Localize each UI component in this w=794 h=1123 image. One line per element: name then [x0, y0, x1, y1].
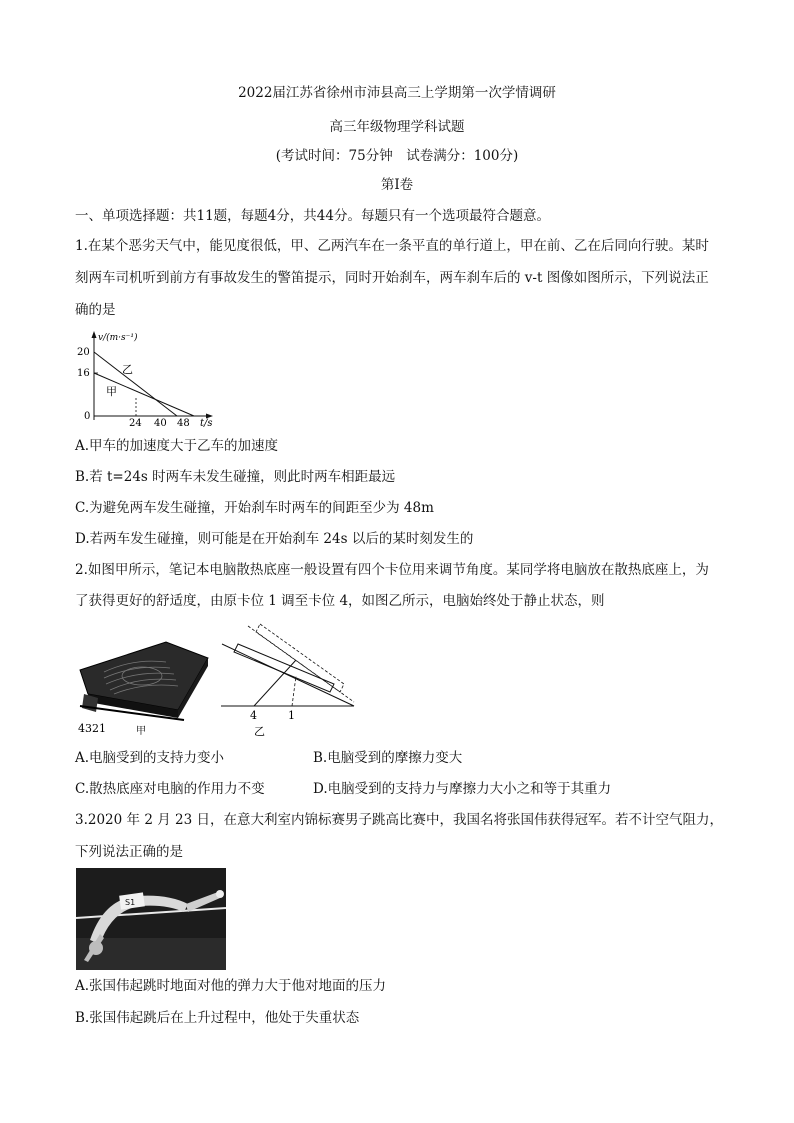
yi-laptop-solid [234, 644, 334, 692]
q1-ytick-20: 20 [77, 347, 90, 358]
q1-line-yi [94, 352, 177, 416]
q2-option-b: B.电脑受到的摩擦力变大 [313, 750, 463, 766]
figure-yi-caption: 乙 [254, 725, 265, 738]
q1-xtick-24: 24 [129, 418, 142, 428]
q1-xlabel: t/s [200, 418, 213, 428]
q2-stem-line-2: 了获得更好的舒适度，由原卡位 1 调至卡位 4，如图乙所示，电脑始终处于静止状态，则 [75, 593, 605, 609]
q1-vt-graph [74, 328, 224, 428]
q1-label-jia: 甲 [106, 385, 117, 398]
q2-stem-line-1: 2.如图甲所示，笔记本电脑散热底座一般设置有四个卡位用来调节角度。某同学将电脑放在散热底座上，为 [75, 562, 709, 578]
q3-option-b: B.张国伟起跳后在上升过程中，他处于失重状态 [75, 1010, 360, 1026]
q2-option-c: C.散热底座对电脑的作用力不变 [75, 781, 265, 797]
q1-option-a: A.甲车的加速度大于乙车的加速度 [75, 438, 279, 454]
slot-numbers: 4321 [78, 722, 106, 735]
q1-xtick-40: 40 [154, 418, 167, 428]
yi-slot-1-label: 1 [288, 709, 295, 722]
q1-stem-line-3: 确的是 [75, 302, 116, 318]
yi-support-4 [254, 660, 296, 706]
q2-option-a: A.电脑受到的支持力变小 [75, 750, 225, 766]
figure-jia-caption: 甲 [136, 726, 146, 737]
yi-laptop-dashed [256, 624, 344, 692]
q1-option-b: B.若 t=24s 时两车未发生碰撞，则此时两车相距最远 [75, 469, 396, 485]
q2-figure-jia [74, 628, 214, 740]
section-heading: 一、单项选择题：共11题，每题4分，共44分。每题只有一个选项最符合题意。 [75, 208, 550, 224]
q1-ytick-16: 16 [77, 368, 90, 379]
exam-subtitle: 高三年级物理学科试题 [329, 119, 465, 135]
q1-label-yi: 乙 [122, 363, 133, 376]
q1-option-c: C.为避免两车发生碰撞，开始刹车时两车的间距至少为 48m [75, 500, 434, 516]
yi-slot-4-label: 4 [250, 709, 257, 722]
q2-figure-yi [216, 622, 361, 740]
volume-label: 第Ⅰ卷 [380, 177, 414, 193]
athlete-shoe [216, 890, 224, 898]
q1-y-axis-arrow [92, 331, 97, 338]
q3-option-a: A.张国伟起跳时地面对他的弹力大于他对地面的压力 [75, 978, 387, 994]
exam-info: (考试时间：75分钟 试卷满分：100分) [275, 148, 519, 164]
q3-stem-line-2: 下列说法正确的是 [75, 844, 183, 860]
q1-stem-line-1: 1.在某个恶劣天气中，能见度很低，甲、乙两汽车在一条平直的单行道上，甲在前、乙在后同向行驶。某时 [75, 238, 709, 254]
q1-origin: 0 [84, 411, 91, 422]
q1-xtick-48: 48 [177, 418, 190, 428]
yi-support-1 [292, 676, 296, 706]
q2-option-d: D.电脑受到的支持力与摩擦力大小之和等于其重力 [313, 781, 612, 797]
q3-high-jump-photo [76, 868, 226, 970]
exam-title: 2022届江苏省徐州市沛县高三上学期第一次学情调研 [238, 85, 556, 101]
q3-stem-line-1: 3.2020 年 2 月 23 日，在意大利室内锦标赛男子跳高比赛中，我国名将张国伟获得冠军。若不计空气阻力， [75, 812, 723, 828]
q1-ylabel: v/(m·s⁻¹) [98, 333, 138, 343]
athlete-bib-text: S1 [125, 898, 136, 907]
q1-stem-line-2: 刻两车司机听到前方有事故发生的警笛提示，同时开始刹车，两车刹车后的 v-t 图像如图所示，下列说法正 [75, 270, 709, 286]
q1-option-d: D.若两车发生碰撞，则可能是在开始刹车 24s 以后的某时刻发生的 [75, 531, 474, 547]
